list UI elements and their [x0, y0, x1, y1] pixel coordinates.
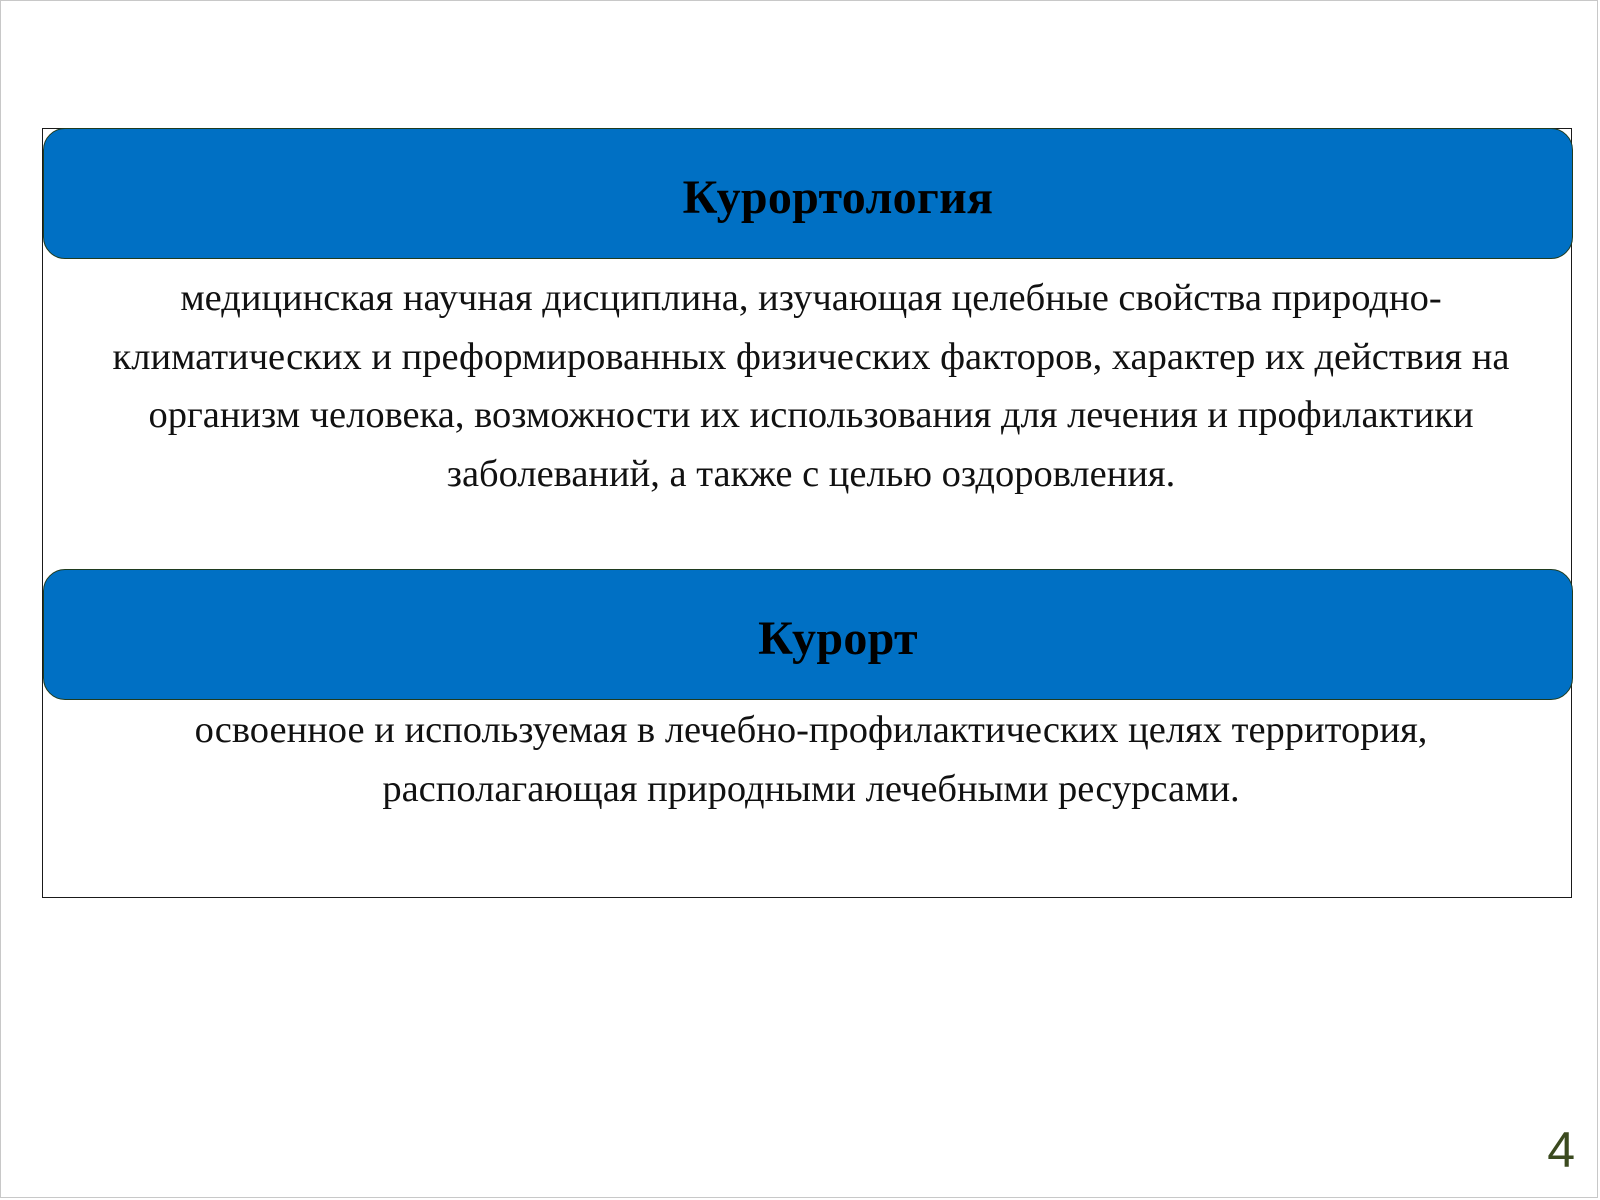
- heading-kurort: Курорт: [758, 612, 918, 665]
- heading-banner-kurortologiya: [43, 128, 1573, 259]
- definition-kurort: освоенное и используемая в лечебно-профилактических целях территория, располагающая природными лечебными ресурсами.: [194, 709, 1428, 810]
- heading-kurortologiya: Курортология: [682, 171, 994, 224]
- page-number: 4: [1547, 1122, 1575, 1178]
- heading-banner-kurort: [43, 569, 1573, 700]
- definition-kurortologiya: медицинская научная дисциплина, изучающая целебные свойства природно-климатических и преформированных физических факторов, характер их действия на организм человека, возможности их использования для лечения и профилактики заболеваний, а также с целью оздоровления.: [112, 277, 1510, 495]
